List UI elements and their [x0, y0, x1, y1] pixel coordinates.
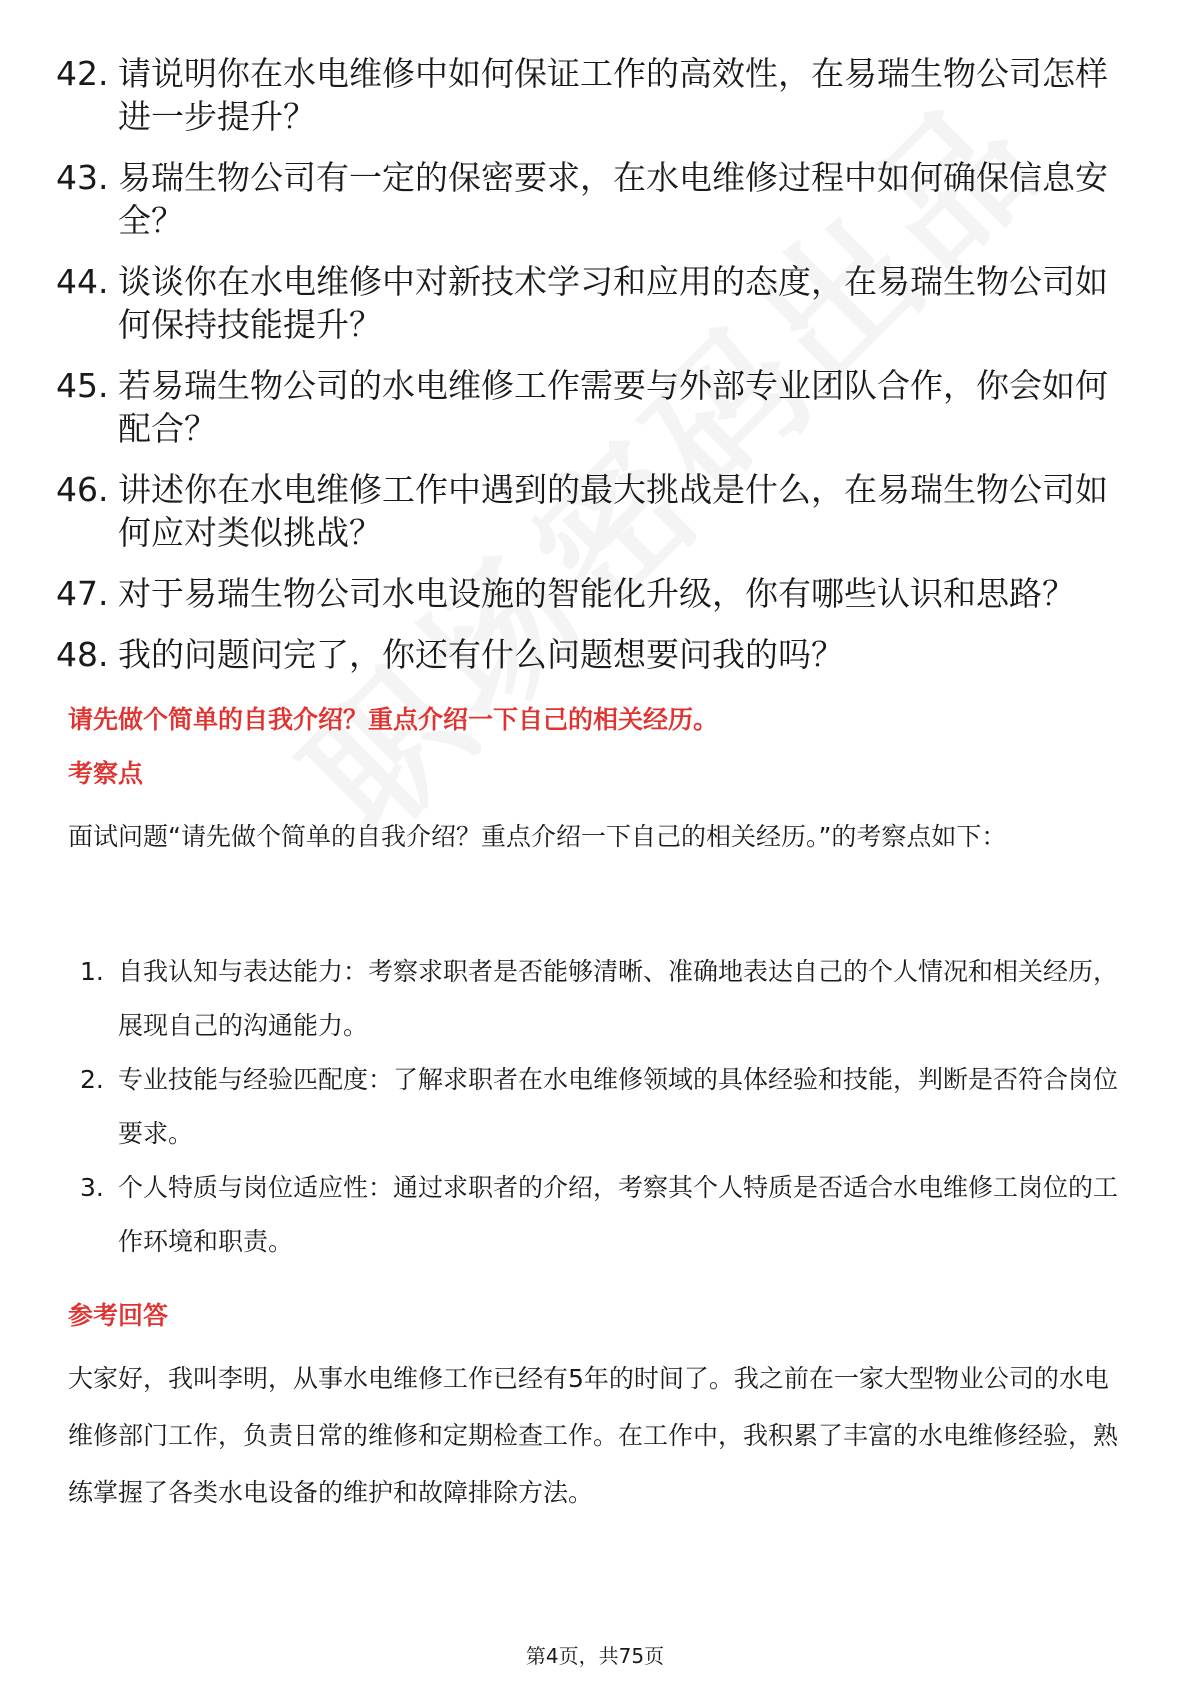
question-text: 讲述你在水电维修工作中遇到的最大挑战是什么，在易瑞生物公司如何应对类似挑战？ — [118, 470, 1108, 552]
reference-heading: 参考回答 — [68, 1301, 169, 1330]
assessment-number: 1. — [80, 957, 104, 986]
question-text: 对于易瑞生物公司水电设施的智能化升级，你有哪些认识和思路？ — [118, 574, 1075, 613]
question-number: 46. — [56, 470, 109, 509]
question-list — [56, 52, 1116, 694]
assessment-item — [80, 1161, 1120, 1269]
assessment-intro: 面试问题“请先做个简单的自我介绍？重点介绍一下自己的相关经历。”的考察点如下： — [68, 822, 1007, 851]
question-item — [56, 468, 1116, 554]
assessment-number: 3. — [80, 1173, 104, 1202]
assessment-item — [80, 945, 1120, 1053]
question-item — [56, 572, 1116, 615]
assessment-text: 专业技能与经验匹配度：了解求职者在水电维修领域的具体经验和技能，判断是否符合岗位要求。 — [118, 1065, 1119, 1148]
question-text: 若易瑞生物公司的水电维修工作需要与外部专业团队合作，你会如何配合？ — [118, 366, 1108, 448]
assessment-item — [80, 1053, 1120, 1161]
question-number: 44. — [56, 262, 109, 301]
question-item — [56, 156, 1116, 242]
question-number: 47. — [56, 574, 109, 613]
question-number: 45. — [56, 366, 109, 405]
assessment-text: 自我认知与表达能力：考察求职者是否能够清晰、准确地表达自己的个人情况和相关经历，展现自己的沟通能力。 — [118, 957, 1119, 1040]
question-text: 易瑞生物公司有一定的保密要求，在水电维修过程中如何确保信息安全？ — [118, 158, 1108, 240]
question-number: 48. — [56, 635, 109, 674]
assessment-text: 个人特质与岗位适应性：通过求职者的介绍，考察其个人特质是否适合水电维修工岗位的工作环境和职责。 — [118, 1173, 1119, 1256]
assessment-list — [80, 945, 1120, 1269]
question-number: 42. — [56, 54, 109, 93]
question-text: 我的问题问完了，你还有什么问题想要问我的吗？ — [118, 635, 844, 674]
question-text: 请说明你在水电维修中如何保证工作的高效性，在易瑞生物公司怎样进一步提升？ — [118, 54, 1108, 136]
reference-answer: 大家好，我叫李明，从事水电维修工作已经有5年的时间了。我之前在一家大型物业公司的水电维修部门工作，负责日常的维修和定期检查工作。在工作中，我积累了丰富的水电维修经验，熟练掌握了各类水电设备的维护和故障排除方法。 — [68, 1364, 1119, 1507]
question-item — [56, 633, 1116, 676]
assessment-heading: 考察点 — [68, 759, 144, 788]
assessment-number: 2. — [80, 1065, 104, 1094]
question-item — [56, 260, 1116, 346]
question-item — [56, 364, 1116, 450]
page-footer: 第4页，共75页 — [525, 1644, 665, 1668]
question-number: 43. — [56, 158, 109, 197]
question-item — [56, 52, 1116, 138]
main-question-heading: 请先做个简单的自我介绍？重点介绍一下自己的相关经历。 — [68, 705, 719, 734]
question-text: 谈谈你在水电维修中对新技术学习和应用的态度，在易瑞生物公司如何保持技能提升？ — [118, 262, 1108, 344]
